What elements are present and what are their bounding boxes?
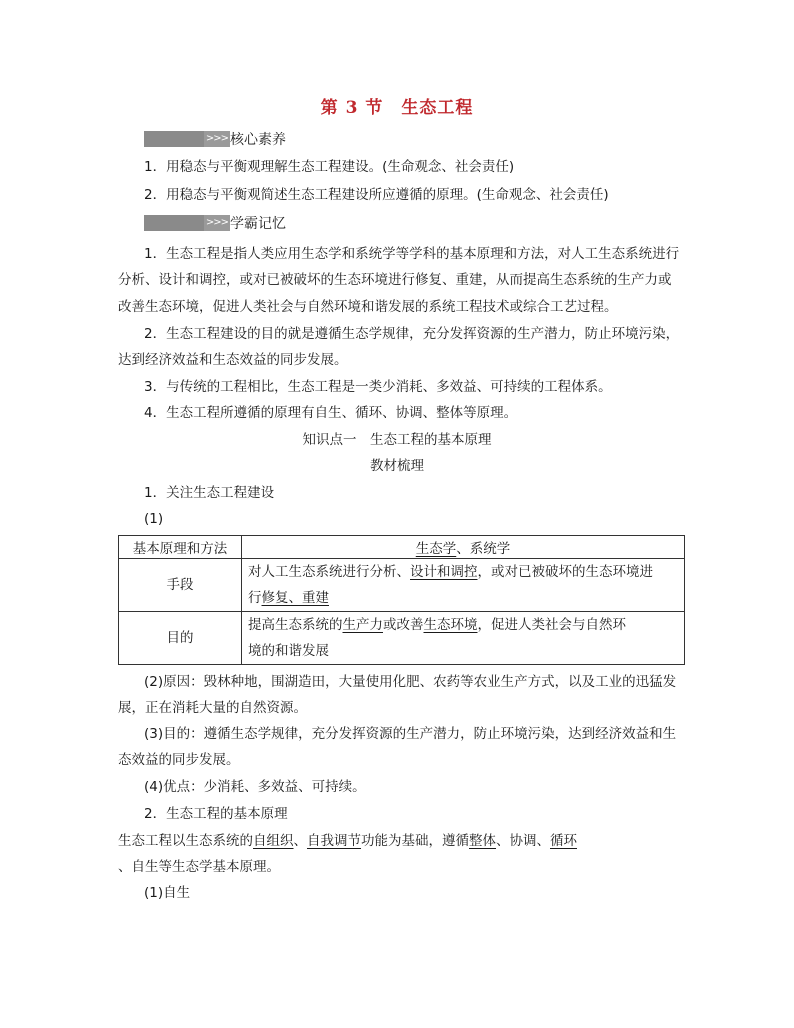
knowledge-subtitle: 教材梳理 xyxy=(370,458,424,474)
cell-text: 行 xyxy=(248,590,262,606)
cell-text: 对人工生态系统进行分析、 xyxy=(248,564,410,580)
paragraph-text: 功能为基础，遵循 xyxy=(361,833,469,849)
fill-blank: 设计和调控 xyxy=(410,564,478,580)
s1-p2-line2: 展，正在消耗大量的自然资源。 xyxy=(118,700,307,716)
cell-text: 提高生态系统的 xyxy=(248,617,343,633)
memory-p1-line3: 改善生态环境，促进人类社会与自然环境和谐发展的系统工程技术或综合工艺过程。 xyxy=(118,299,618,315)
core-item-1: 1．用稳态与平衡观理解生态工程建设。(生命观念、社会责任) xyxy=(144,159,515,175)
memory-p1-line2: 分析、设计和调控，或对已被破坏的生态环境进行修复、重建，从而提高生态系统的生产力或 xyxy=(118,272,672,288)
fill-blank: 生产力 xyxy=(342,617,383,633)
core-item-2: 2．用稳态与平衡观简述生态工程建设所应遵循的原理。(生命观念、社会责任) xyxy=(144,187,609,203)
memory-p2-line1: 2．生态工程建设的目的就是遵循生态学规律，充分发挥资源的生产潜力，防止环境污染， xyxy=(144,326,680,342)
core-literacy-header xyxy=(144,130,286,148)
memory-label: 学霸记忆 xyxy=(230,216,286,232)
fill-blank: 循环 xyxy=(550,833,577,849)
table-cell-value xyxy=(242,536,685,559)
cell-text: ，或对已被破坏的生态环境进 xyxy=(477,564,653,580)
cell-text: 、系统学 xyxy=(456,541,511,557)
table-cell-value xyxy=(242,559,685,612)
table-cell-label: 基本原理和方法 xyxy=(119,536,242,559)
paragraph-text: 、协调、 xyxy=(496,833,550,849)
section-title: 生态工程 xyxy=(401,98,474,118)
s2-heading: 2．生态工程的基本原理 xyxy=(144,806,288,822)
s2-sub1: (1)自生 xyxy=(144,885,191,901)
paragraph-text: 生态工程以生态系统的 xyxy=(118,833,253,849)
s1-p3-line2: 态效益的同步发展。 xyxy=(118,752,240,768)
s1-p2-line1: (2)原因：毁林种地，围湖造田，大量使用化肥、农药等农业生产方式，以及工业的迅猛发 xyxy=(144,674,677,690)
fill-blank: 生态环境 xyxy=(423,617,478,633)
fill-blank: 自我调节 xyxy=(307,833,361,849)
memory-header xyxy=(144,214,286,232)
s2-paragraph-line2: 、自生等生态学基本原理。 xyxy=(118,859,280,875)
header-bar xyxy=(144,215,204,231)
memory-p1-line1: 1．生态工程是指人类应用生态学和系统学等学科的基本原理和方法，对人工生态系统进行 xyxy=(144,246,680,262)
cell-text: ，促进人类社会与自然环 xyxy=(477,617,626,633)
chevrons-icon: >>> xyxy=(204,131,230,147)
table-row xyxy=(119,612,685,665)
header-bar xyxy=(144,131,204,147)
memory-p2-line2: 达到经济效益和生态效益的同步发展。 xyxy=(118,352,348,368)
s1-heading: 1．关注生态工程建设 xyxy=(144,485,275,501)
core-literacy-label: 核心素养 xyxy=(230,132,286,148)
page-title xyxy=(0,93,794,118)
s1-p3-line1: (3)目的：遵循生态学规律，充分发挥资源的生产潜力，防止环境污染，达到经济效益和生 xyxy=(144,726,677,742)
table-cell-value xyxy=(242,612,685,665)
fill-blank: 生态学 xyxy=(415,541,457,557)
memory-p3: 3．与传统的工程相比，生态工程是一类少消耗、多效益、可持续的工程体系。 xyxy=(144,379,612,395)
section-number: 第 3 节 xyxy=(320,98,384,118)
s2-paragraph-line1 xyxy=(118,831,577,851)
table-row xyxy=(119,536,685,559)
fill-blank: 整体 xyxy=(469,833,496,849)
s1-sub1: (1) xyxy=(144,511,164,527)
knowledge-point-title: 知识点一 生态工程的基本原理 xyxy=(302,432,492,448)
paragraph-text: 、 xyxy=(293,833,307,849)
table-row xyxy=(119,559,685,612)
fill-blank: 自组织 xyxy=(253,833,294,849)
chevrons-icon: >>> xyxy=(204,215,230,231)
cell-text: 或改善 xyxy=(383,617,424,633)
memory-p4: 4．生态工程所遵循的原理有自生、循环、协调、整体等原理。 xyxy=(144,405,518,421)
table-cell-label: 目的 xyxy=(119,612,242,665)
principles-table xyxy=(118,535,685,665)
cell-text: 境的和谐发展 xyxy=(248,643,329,659)
s1-p4: (4)优点：少消耗、多效益、可持续。 xyxy=(144,779,366,795)
table-cell-label: 手段 xyxy=(119,559,242,612)
fill-blank: 修复、重建 xyxy=(261,590,329,606)
